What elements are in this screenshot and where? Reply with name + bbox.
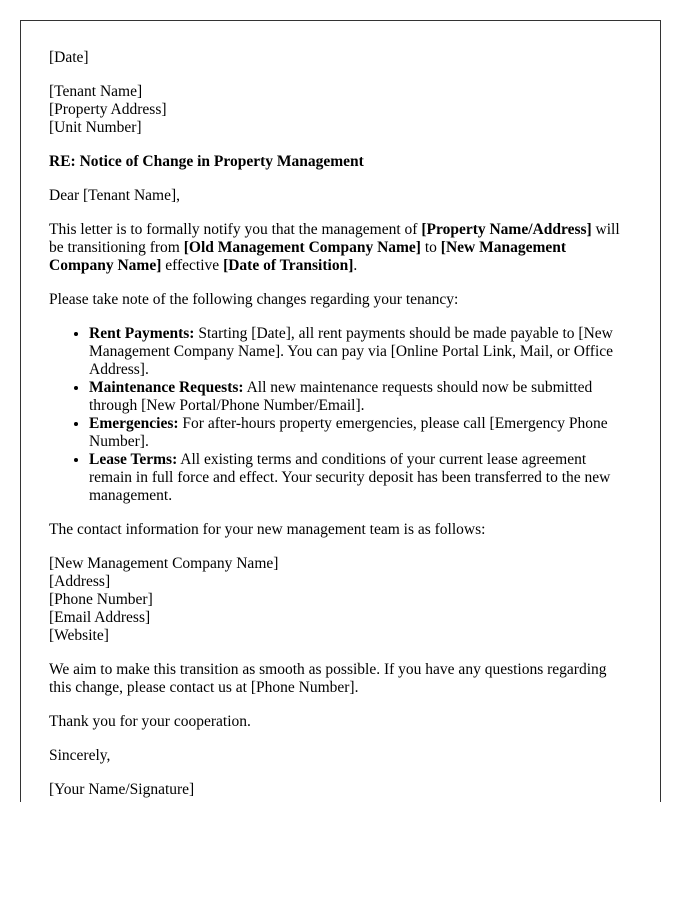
contact-website: [Website] bbox=[49, 627, 109, 644]
signature: [Your Name/Signature] bbox=[49, 781, 195, 798]
recipient-address: [Property Address] bbox=[49, 101, 167, 118]
list-item-label: Lease Terms: bbox=[89, 451, 178, 468]
list-item-lease-terms bbox=[89, 451, 632, 505]
list-item-text: For after-hours property emergencies, please call [Emergency Phone Number]. bbox=[89, 415, 608, 450]
recipient-name: [Tenant Name] bbox=[49, 83, 143, 100]
list-item-text: Starting [Date], all rent payments should be made payable to [New Management Company Name]. You can pay via [Online Portal Link, Mail, or Office Address]. bbox=[89, 325, 614, 378]
new-company-placeholder: [New Management Company Name] bbox=[49, 239, 567, 274]
changes-intro: Please take note of the following changes regarding your tenancy: bbox=[49, 291, 459, 308]
subject-text: RE: Notice of Change in Property Management bbox=[49, 153, 364, 170]
signoff: Sincerely, bbox=[49, 747, 111, 764]
letter-date: [Date] bbox=[49, 49, 89, 66]
contact-email: [Email Address] bbox=[49, 609, 151, 626]
contact-block bbox=[49, 555, 632, 645]
list-item-label: Rent Payments: bbox=[89, 325, 195, 342]
list-item-label: Emergencies: bbox=[89, 415, 179, 432]
list-item-label: Maintenance Requests: bbox=[89, 379, 244, 396]
thanks-line: Thank you for your cooperation. bbox=[49, 713, 251, 730]
intro-text: effective bbox=[161, 257, 224, 274]
letter-document bbox=[20, 20, 661, 802]
list-item-text: All existing terms and conditions of your current lease agreement remain in full force and effect. Your security deposit has been transferred to the new management. bbox=[89, 451, 611, 504]
intro-text: . bbox=[353, 257, 358, 274]
transition-date-placeholder: [Date of Transition] bbox=[223, 257, 354, 274]
contact-company: [New Management Company Name] bbox=[49, 555, 279, 572]
old-company-placeholder: [Old Management Company Name] bbox=[183, 239, 421, 256]
salutation: Dear [Tenant Name], bbox=[49, 187, 181, 204]
contact-address: [Address] bbox=[49, 573, 111, 590]
list-item-maintenance bbox=[89, 379, 632, 415]
list-item-emergencies bbox=[89, 415, 632, 451]
intro-text: to bbox=[420, 239, 441, 256]
list-item-rent-payments bbox=[89, 325, 632, 379]
list-item-text: All new maintenance requests should now be submitted through [New Portal/Phone Number/Email]. bbox=[89, 379, 593, 414]
intro-text: will be transitioning from bbox=[49, 221, 620, 256]
changes-list bbox=[49, 325, 632, 505]
subject-line bbox=[49, 153, 632, 171]
contact-intro: The contact information for your new management team is as follows: bbox=[49, 521, 486, 538]
recipient-unit: [Unit Number] bbox=[49, 119, 142, 136]
recipient-block bbox=[49, 83, 632, 137]
intro-paragraph bbox=[49, 221, 632, 275]
property-name-placeholder: [Property Name/Address] bbox=[421, 221, 592, 238]
contact-phone: [Phone Number] bbox=[49, 591, 153, 608]
closing-paragraph: We aim to make this transition as smooth as possible. If you have any questions regarding this change, please contact us at [Phone Number]. bbox=[49, 661, 607, 696]
intro-text: This letter is to formally notify you that the management of bbox=[49, 221, 422, 238]
